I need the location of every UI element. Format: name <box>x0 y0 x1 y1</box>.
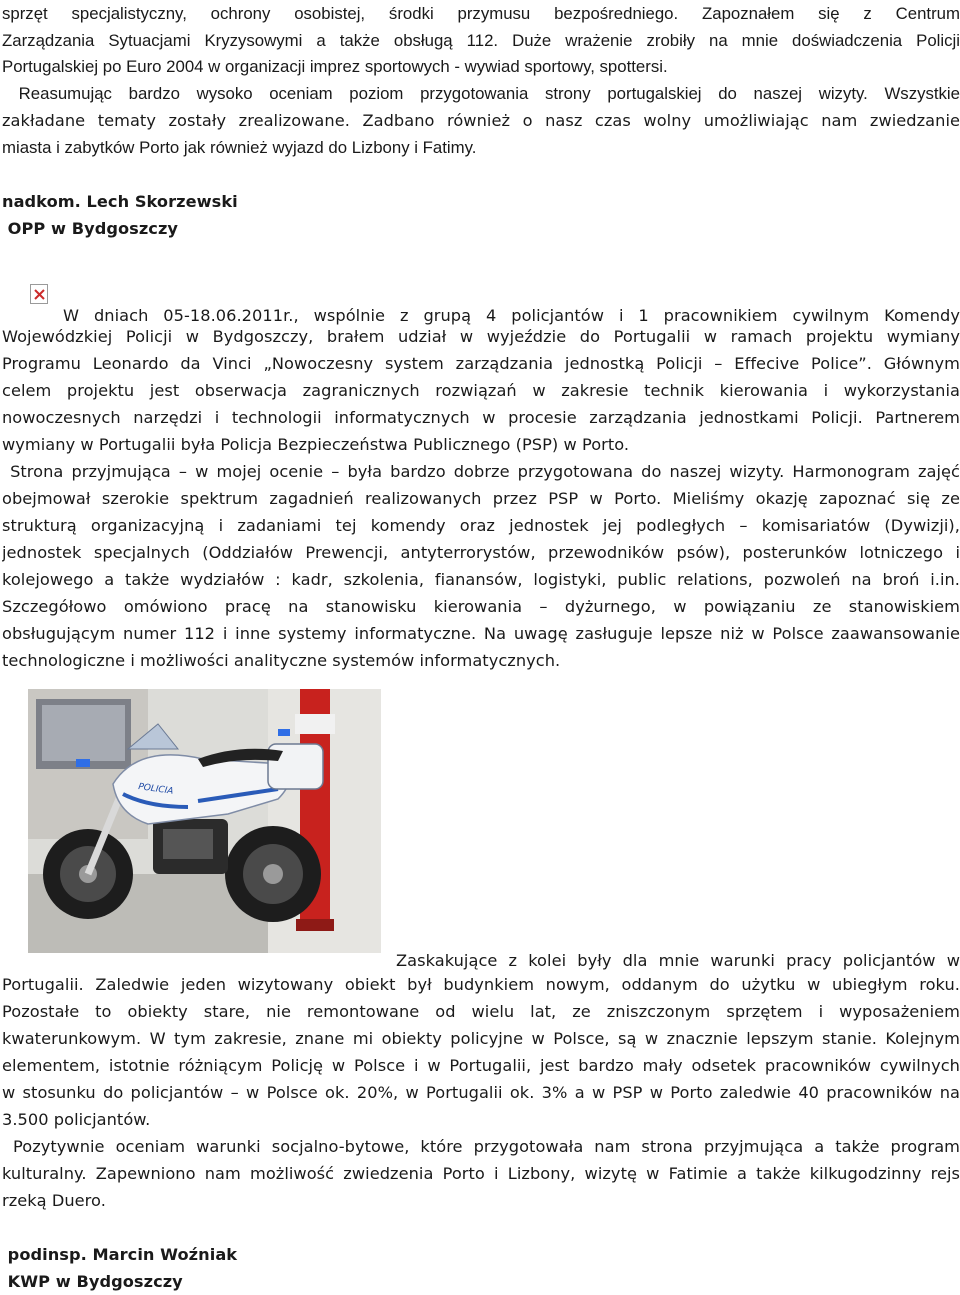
text-line: technologiczne i możliwości analityczne systemów informatycznych. <box>2 651 561 670</box>
text-line: nowoczesnych narzędzi i technologii informatycznych w procesie zarządzania jednostkami Policji. Partnerem <box>2 408 960 427</box>
text-line: 3.500 policjantów. <box>2 1110 151 1129</box>
text-line: obejmował szerokie spektrum zagadnień realizowanych przez PSP w Porto. Mieliśmy okazję zapoznać się ze <box>2 489 960 508</box>
text-line: kwaterunkowym. W tym zakresie, znane mi obiekty policyjne w Polsce, są w znacznie lepszym stanie. Kolejnym <box>2 1029 960 1048</box>
text-line: Programu Leonardo da Vinci „Nowoczesny system zarządzania jednostką Policji – Effecive Police”. Głównym <box>2 354 960 373</box>
text-line: w stosunku do policjantów – w Polsce ok. 20%, w Portugalii ok. 3% a w PSP w Porto zaledwie 40 pracowników na <box>2 1083 960 1102</box>
text-line: jednostek specjalnych (Oddziałów Prewencji, antyterrorystów, przewodników psów), posterunków lotniczego i <box>2 543 960 562</box>
text-line: miasta i zabytków Porto jak również wyjazd do Lizbony i Fatimy. <box>2 138 477 157</box>
text-line: kulturalny. Zapewniono nam możliwość zwiedzenia Porto i Lizbony, wizytę w Fatimie a także kilkugodzinny rejs <box>2 1164 960 1183</box>
author-unit: KWP w Bydgoszczy <box>2 1272 183 1291</box>
text-line: W dniach 05-18.06.2011r., wspólnie z grupą 4 policjantów i 1 pracownikiem cywilnym Komendy <box>63 306 960 325</box>
broken-image-icon <box>30 284 48 304</box>
text-line: Reasumując bardzo wysoko oceniam poziom przygotowania strony portugalskiej do naszej wizyty. Wszystkie <box>2 84 960 103</box>
photo-policia-label: POLICIA <box>137 782 174 797</box>
text-line: rzeką Duero. <box>2 1191 106 1210</box>
text-line: Pozytywnie oceniam warunki socjalno-bytowe, które przygotowała nam strona przyjmująca a także program <box>2 1137 960 1156</box>
author-name: nadkom. Lech Skorzewski <box>2 192 238 211</box>
text-line: strukturą organizacyjną i zadaniami tej komendy oraz jednostek jej podległych – komisariatów (Dywizji), <box>2 516 960 535</box>
text-line: obsługującym numer 112 i inne systemy informatyczne. Na uwagę zasługuje lepsze niż w Polsce zaawansowanie <box>2 624 960 643</box>
text-line: Pozostałe to obiekty stare, nie remontowane od wielu lat, ze zniszczonym sprzętem i wyposażeniem <box>2 1002 960 1021</box>
text-line: zakładane tematy zostały zrealizowane. Zadbano również o nasz czas wolny umożliwiając nam zwiedzanie <box>2 111 960 130</box>
text-line: Szczegółowo omówiono pracę na stanowisku kierowania – dyżurnego, w powiązaniu ze stanowiskiem <box>2 597 960 616</box>
text-line: wymiany w Portugalii była Policja Bezpieczeństwa Publicznego (PSP) w Porto. <box>2 435 630 454</box>
author-unit: OPP w Bydgoszczy <box>2 219 179 238</box>
text-line: sprzęt specjalistyczny, ochrony osobistej, środki przymusu bezpośredniego. Zapoznałem się z Centrum <box>2 4 960 23</box>
author-name: podinsp. Marcin Woźniak <box>2 1245 238 1264</box>
text-line: Zaskakujące z kolei były dla mnie warunki pracy policjantów w <box>396 951 960 970</box>
text-line: Portugalskiej po Euro 2004 w organizacji imprez sportowych - wywiad sportowy, spottersi. <box>2 57 668 76</box>
police-motorcycle-photo <box>28 689 381 953</box>
text-line: kolejowego a także wydziałów : kadr, szkolenia, fianansów, logistyki, public relations, pozwoleń na broń i.in. <box>2 570 960 589</box>
text-line: Wojewódzkiej Policji w Bydgoszczy, brałem udział w wyjeździe do Portugalii w ramach projektu wymiany <box>2 327 960 346</box>
text-line: Strona przyjmująca – w mojej ocenie – była bardzo dobrze przygotowana do naszej wizyty. Harmonogram zajęć <box>2 462 960 481</box>
text-line: elementem, istotnie różniącym Policję w Polsce i w Portugalii, jest bardzo mały odsetek pracowników cywilnych <box>2 1056 960 1075</box>
text-line: Portugalii. Zaledwie jeden wizytowany obiekt był budynkiem nowym, oddanym do użytku w ubiegłym roku. <box>2 975 960 994</box>
text-line: Zarządzania Sytuacjami Kryzysowymi a także obsługą 112. Duże wrażenie zrobiły na mnie doświadczenia Policji <box>2 31 960 50</box>
text-line: celem projektu jest obserwacja zagranicznych rozwiązań w zakresie technik kierowania i wykorzystania <box>2 381 960 400</box>
